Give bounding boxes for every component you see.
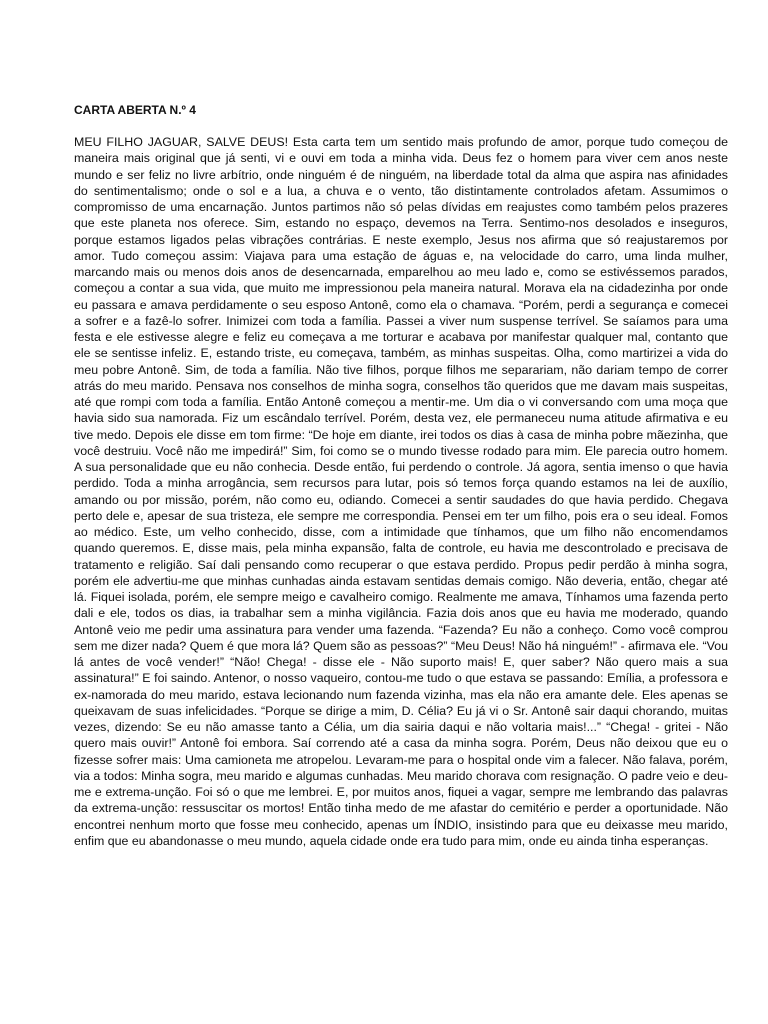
document-title: CARTA ABERTA N.º 4: [74, 103, 196, 117]
document-body: MEU FILHO JAGUAR, SALVE DEUS! Esta carta tem um sentido mais profundo de amor, porque tudo começou de maneira mais original que já senti, vi e ouvi em toda a minha vida. Deus fez o homem para viver cem anos neste mundo e ser feliz no livre arbítrio, onde ninguém é de ninguém, na liberdade total da alma que aspira nas afinidades do sentimentalismo; onde o sol e a lua, a chuva e o vento, tão distintamente controlados afetam. Assumimos o compromisso de uma encarnação. Juntos partimos não só pelas dívidas em reajustes como também pelos prazeres que este planeta nos oferece. Sim, estando no espaço, devemos na Terra. Sentimo-nos desolados e inseguros, porque estamos ligados pelas vibrações contrárias. E neste exemplo, Jesus nos afirma que só reajustaremos por amor. Tudo começou assim: Viajava para uma estação de águas e, na velocidade do carro, uma linda mulher, marcando mais ou menos dois anos de desencarnada, emparelhou ao meu lado e, como se estivéssemos parados, começou a contar a sua vida, que muito me impressionou pela maneira natural. Morava ela na cidadezinha por onde eu passara e amava perdidamente o seu esposo Antonê, como ela o chamava. “Porém, perdi a segurança e comecei a sofrer e a fazê-lo sofrer. Inimizei com toda a família. Passei a viver num suspense terrível. Se saíamos para uma festa e ele estivesse alegre e feliz eu começava a me torturar e acabava por manifestar qualquer mal, contanto que ele se sentisse infeliz. E, estando triste, eu começava, também, as minhas suspeitas. Olha, como martirizei a vida do meu pobre Antonê. Sim, de toda a família. Não tive filhos, porque filhos me separariam, não dariam tempo de correr atrás do meu marido. Pensava nos conselhos de minha sogra, conselhos tão queridos que me davam mais suspeitas, até que rompi com toda a família. Então Antonê começou a mentir-me. Um dia o vi conversando com uma moça que havia sido sua namorada. Fiz um escândalo terrível. Porém, desta vez, ele permaneceu numa atitude afirmativa e eu tive medo. Depois ele disse em tom firme: “De hoje em diante, irei todos os dias à casa de minha pobre mãezinha, que você destruiu. Você não me impedirá!” Sim, foi como se o mundo tivesse rodado para mim. Ele parecia outro homem. A sua personalidade que eu não conhecia. Desde então, fui perdendo o controle. Já agora, sentia imenso o que havia perdido. Toda a minha arrogância, sem recursos para lutar, pois só temos força quando estamos na lei de auxílio, amando ou por missão, porém, não como eu, odiando. Comecei a sentir saudades do que havia perdido. Chegava perto dele e, apesar de sua tristeza, ele sempre me correspondia. Pensei em ter um filho, pois era o seu ideal. Fomos ao médico. Este, um velho conhecido, disse, com a intimidade que tínhamos, que um filho não encomendamos quando queremos. E, disse mais, pela minha expansão, falta de controle, eu havia me descontrolado e precisava de tratamento e religião. Saí dali pensando como recuperar o que estava perdido. Propus pedir perdão à minha sogra, porém ele advertiu-me que minhas cunhadas ainda estavam sentidas demais comigo. Não deveria, então, chegar até lá. Fiquei isolada, porém, ele sempre meigo e cavalheiro comigo. Realmente me amava, Tínhamos uma fazenda perto dali e ele, todos os dias, ia trabalhar sem a minha vigilância. Fazia dois anos que eu havia me moderado, quando Antonê veio me pedir uma assinatura para vender uma fazenda. “Fazenda? Eu não a conheço. Como você comprou sem me dizer nada? Quem é que mora lá? Quem são as pessoas?” “Meu Deus! Não há ninguém!” - afirmava ele. “Vou lá antes de você vender!” “Não! Chega! - disse ele - Não suporto mais! E, quer saber? Não quero mais a sua assinatura!” E foi saindo. Antenor, o nosso vaqueiro, contou-me tudo o que estava se passando: Emília, a professora e ex-namorada do meu marido, estava lecionando num fazenda vizinha, mas ela não era amante dele. Eles apenas se queixavam de suas infelicidades. “Porque se dirige a mim, D. Célia? Eu já vi o Sr. Antonê sair daqui chorando, muitas vezes, dizendo: Se eu não amasse tanto a Célia, um dia sairia daqui e não voltaria mais!...” “Chega! - gritei - Não quero mais ouvir!” Antonê foi embora. Saí correndo até a casa da minha sogra. Porém, Deus não deixou que eu o fizesse sofrer mais: Uma camioneta me atropelou. Levaram-me para o hospital onde vim a falecer. Não falava, porém, via a todos: Minha sogra, meu marido e algumas cunhadas. Meu marido chorava com resignação. O padre veio e deu-me e extrema-unção. Foi só o que me lembrei. E, por muitos anos, fiquei a vagar, sempre me lembrando das palavras da extrema-unção: ressuscitar os mortos! Então tinha medo de me afastar do cemitério e perder a oportunidade. Não encontrei nenhum morto que fosse meu conhecido, apenas um ÍNDIO, insistindo para que eu deixasse meu marido, enfim que eu abandonasse o meu mundo, aquela cidade onde era tudo para mim, onde eu ainda tinha esperanças.: [74, 135, 728, 848]
document-page: [74, 102, 728, 849]
